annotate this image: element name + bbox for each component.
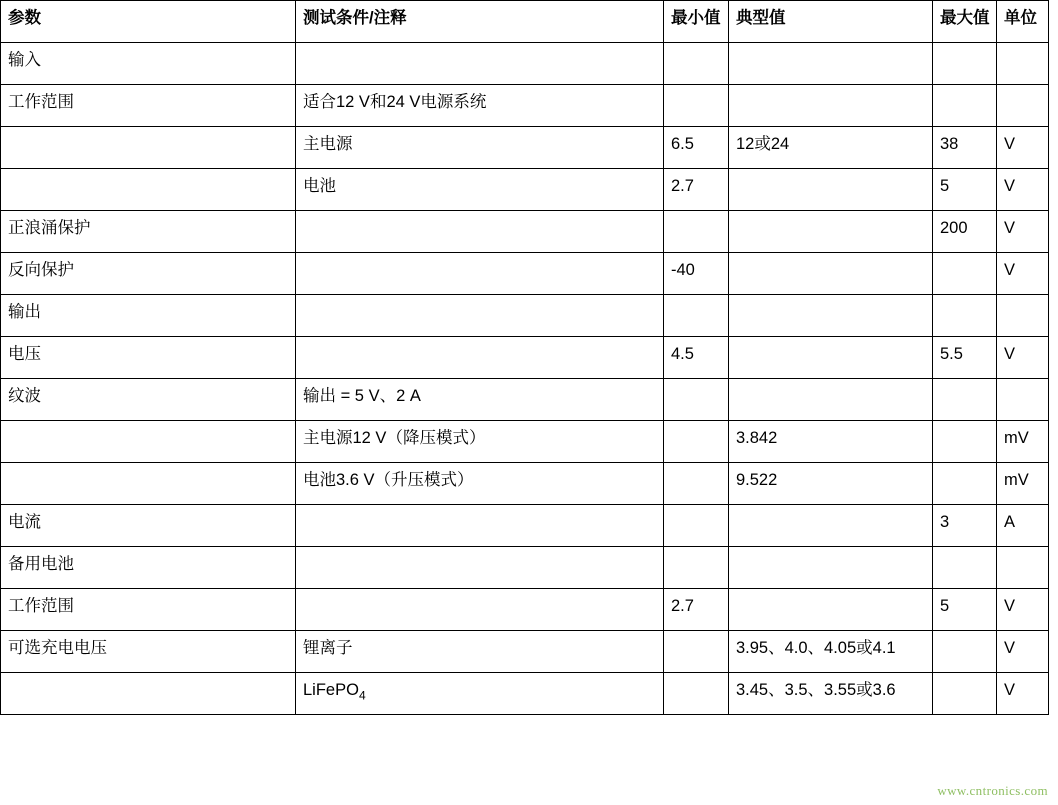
cell-unit [997,43,1049,85]
table-row [1,673,1049,715]
cell-min [664,295,729,337]
cell-conditions [296,253,664,295]
table-row [1,295,1049,337]
column-header-unit: 单位 [997,1,1049,43]
table-row [1,43,1049,85]
cell-parameter: 电流 [1,505,296,547]
cell-unit: V [997,211,1049,253]
cell-max [933,43,997,85]
cell-min [664,505,729,547]
cell-unit: V [997,337,1049,379]
cell-conditions [296,43,664,85]
cell-typ [729,337,933,379]
subscript: 4 [358,688,366,703]
cell-typ [729,547,933,589]
cell-max [933,421,997,463]
cell-unit: mV [997,421,1049,463]
table-row [1,211,1049,253]
table-row [1,589,1049,631]
cell-min [664,463,729,505]
cell-unit: V [997,127,1049,169]
cell-parameter: 电压 [1,337,296,379]
cell-max: 3 [933,505,997,547]
table-row [1,379,1049,421]
cell-conditions [296,505,664,547]
cell-min: 4.5 [664,337,729,379]
table-row [1,505,1049,547]
cell-conditions [296,337,664,379]
cell-min: 2.7 [664,169,729,211]
cell-typ [729,169,933,211]
cell-min [664,85,729,127]
cell-max [933,85,997,127]
cell-max: 5 [933,589,997,631]
cell-max [933,253,997,295]
cell-parameter [1,127,296,169]
cell-typ [729,295,933,337]
table-row [1,253,1049,295]
cell-typ: 3.95、4.0、4.05或4.1 [729,631,933,673]
cell-parameter: 工作范围 [1,85,296,127]
cell-parameter: 反向保护 [1,253,296,295]
cell-min [664,673,729,715]
cell-conditions: 电池3.6 V（升压模式） [296,463,664,505]
cell-typ [729,253,933,295]
cell-parameter: 可选充电电压 [1,631,296,673]
cell-parameter: 正浪涌保护 [1,211,296,253]
cell-conditions: 主电源 [296,127,664,169]
cell-min [664,379,729,421]
table-row [1,169,1049,211]
cell-typ [729,505,933,547]
table-header-row [1,1,1049,43]
column-header-min: 最小值 [664,1,729,43]
cell-conditions: 适合12 V和24 V电源系统 [296,85,664,127]
column-header-typ: 典型值 [729,1,933,43]
table-row [1,547,1049,589]
cell-unit: V [997,631,1049,673]
table-row [1,631,1049,673]
cell-parameter [1,463,296,505]
cell-parameter: 输入 [1,43,296,85]
cell-max [933,379,997,421]
cell-parameter [1,421,296,463]
cell-min: -40 [664,253,729,295]
column-header-parameter: 参数 [1,1,296,43]
watermark: www.cntronics.com [937,783,1048,798]
cell-unit: A [997,505,1049,547]
cell-parameter: 备用电池 [1,547,296,589]
cell-parameter: 工作范围 [1,589,296,631]
cell-unit: V [997,253,1049,295]
cell-conditions [296,547,664,589]
cell-conditions [296,295,664,337]
table-row [1,127,1049,169]
cell-typ: 3.842 [729,421,933,463]
cell-conditions: 输出 = 5 V、2 A [296,379,664,421]
table-row [1,85,1049,127]
cell-unit: V [997,169,1049,211]
table-row [1,337,1049,379]
cell-max [933,631,997,673]
table-row [1,463,1049,505]
cell-max: 5.5 [933,337,997,379]
cell-unit: V [997,589,1049,631]
cell-conditions: 主电源12 V（降压模式） [296,421,664,463]
cell-min [664,547,729,589]
cell-unit [997,85,1049,127]
cell-typ [729,379,933,421]
cell-max [933,463,997,505]
cell-unit: mV [997,463,1049,505]
cell-parameter [1,673,296,715]
cell-min [664,211,729,253]
column-header-conditions: 测试条件/注释 [296,1,664,43]
table-row [1,421,1049,463]
cell-typ [729,85,933,127]
cell-conditions: 电池 [296,169,664,211]
cell-conditions [296,211,664,253]
cell-min: 6.5 [664,127,729,169]
cell-unit: V [997,673,1049,715]
cell-parameter: 纹波 [1,379,296,421]
column-header-max: 最大值 [933,1,997,43]
cell-typ: 9.522 [729,463,933,505]
cell-conditions: LiFePO$_4$ [296,673,664,715]
cell-typ: 3.45、3.5、3.55或3.6 [729,673,933,715]
cell-max: 38 [933,127,997,169]
cell-max: 5 [933,169,997,211]
cell-min [664,631,729,673]
cell-typ [729,211,933,253]
cell-min: 2.7 [664,589,729,631]
cell-parameter [1,169,296,211]
table-body [1,43,1049,715]
cell-min [664,43,729,85]
cell-unit [997,547,1049,589]
cell-typ [729,43,933,85]
cell-max [933,547,997,589]
cell-unit [997,379,1049,421]
cell-max: 200 [933,211,997,253]
cell-conditions [296,589,664,631]
cell-unit [997,295,1049,337]
cell-typ [729,589,933,631]
cell-conditions: 锂离子 [296,631,664,673]
cell-max [933,673,997,715]
cell-min [664,421,729,463]
cell-max [933,295,997,337]
cell-typ: 12或24 [729,127,933,169]
cell-parameter: 输出 [1,295,296,337]
